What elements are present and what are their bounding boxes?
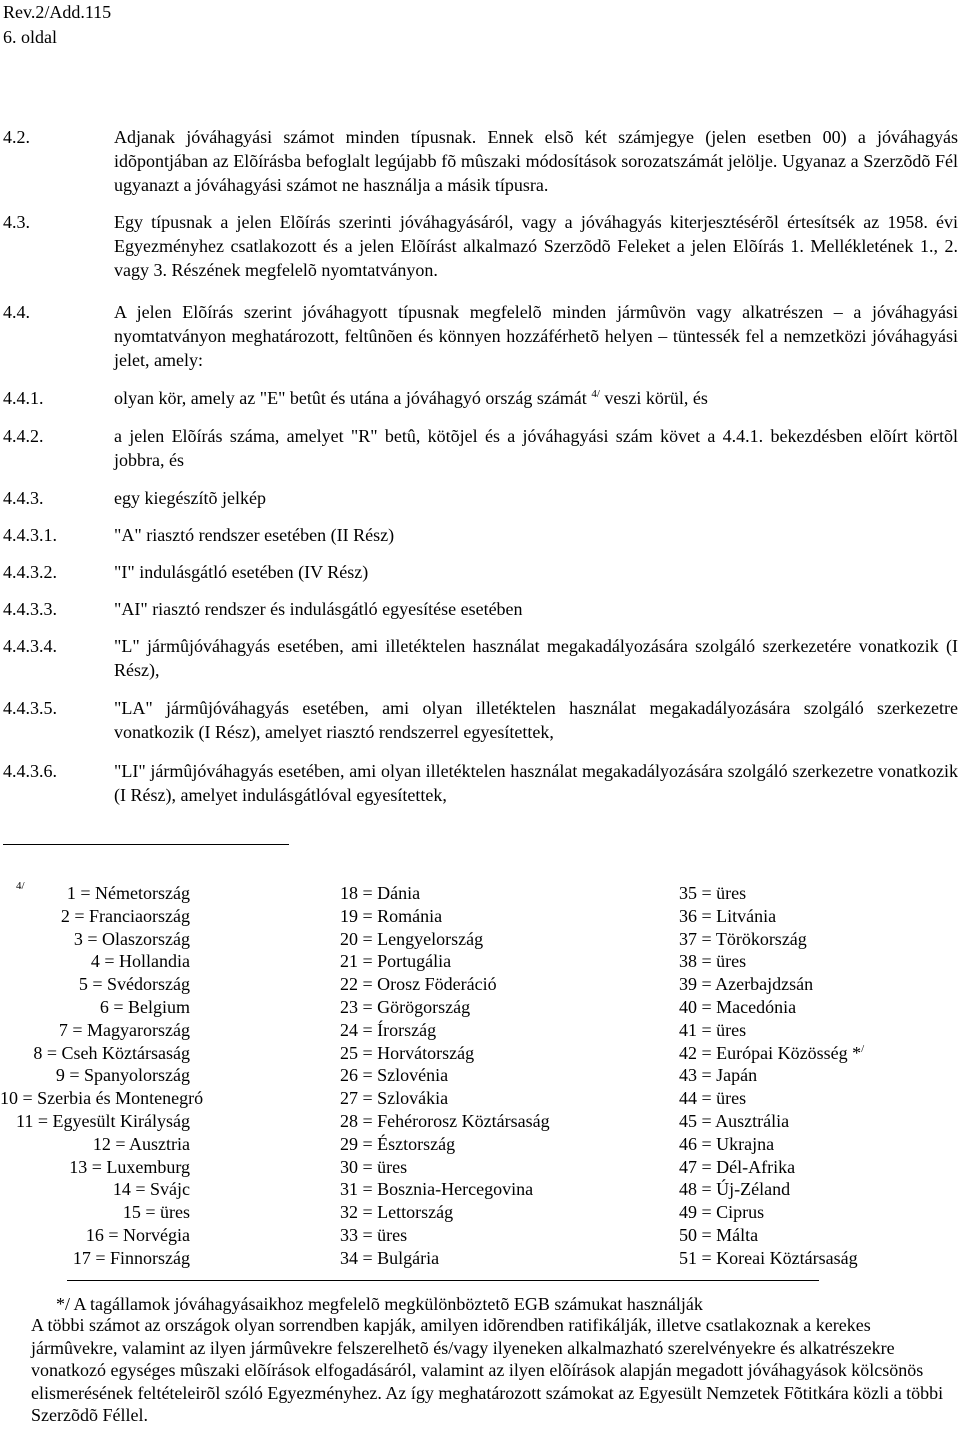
country-code-item bbox=[679, 1064, 864, 1087]
country-code-text: 6 = Belgium bbox=[99, 996, 190, 1017]
paragraph-4-4-1 bbox=[3, 386, 958, 410]
country-code-item bbox=[0, 1019, 190, 1042]
country-code-item bbox=[679, 996, 864, 1019]
country-code-item bbox=[340, 1133, 550, 1156]
country-code-item bbox=[340, 1156, 550, 1179]
country-code-text: 37 = Törökország bbox=[679, 928, 807, 949]
country-code-text: 10 = Szerbia és Montenegró bbox=[0, 1088, 204, 1109]
country-code-text: 29 = Észtország bbox=[340, 1133, 456, 1154]
paragraph-4-4-3-1 bbox=[3, 523, 958, 547]
country-code-text: 24 = Írország bbox=[340, 1019, 437, 1040]
country-code-text: 28 = Fehérorosz Köztársaság bbox=[340, 1110, 550, 1131]
paragraph-text: "LA" jármûjóváhagyás esetében, ami olyan illetéktelen használat megakadályozására szolgáló szerkezetre vonatkozik (I Rész), amelyet riasztó rendszerrel egyesítettek, bbox=[114, 698, 958, 742]
footnote-inner-separator bbox=[67, 1280, 819, 1281]
country-code-item bbox=[340, 905, 550, 928]
country-code-text: 8 = Cseh Köztársaság bbox=[33, 1042, 190, 1063]
country-code-text: 38 = üres bbox=[679, 951, 747, 972]
country-code-item bbox=[679, 1224, 864, 1247]
country-code-text: 40 = Macedónia bbox=[679, 996, 797, 1017]
paragraph-number: 4.4.2. bbox=[3, 426, 44, 446]
closing-paragraph: A többi számot az országok olyan sorrendben kapják, amilyen idõrendben ratifikálják, illetve csatlakoznak a kerekes jármûvekre, valamint az ilyen jármûvekre felszerelhetõ és/vagy ilyeneken alkalmazható szerelvényekre és alkatrészekre vonatkozó egységes mûszaki elõírások elfogadásáról, valamint az ilyen elõírások alapján megadott jóváhagyások kölcsönös elismerésének feltételeirõl szóló Egyezményhez. Az így meghatározott számokat az Egyesült Nemzetek Fõtitkára közli a többi Szerzõdõ Féllel. bbox=[31, 1315, 944, 1425]
country-code-text: 39 = Azerbajdzsán bbox=[679, 974, 814, 995]
country-code-text: 11 = Egyesült Királyság bbox=[16, 1110, 190, 1131]
paragraph-text: Egy típusnak a jelen Elõírás szerinti jóváhagyásáról, vagy a jóváhagyás kiterjesztésérõl értesítsék az 1958. évi Egyezményhez csatlakozott és a jelen Elõírást alkalmazó Szerzõdõ Feleket a jelen Elõírás 1. Mellékletének 1., 2. vagy 3. Részének megfelelõ nyomtatványon. bbox=[114, 212, 958, 280]
country-list-column-1 bbox=[0, 882, 204, 1270]
country-code-text: 22 = Orosz Föderáció bbox=[340, 974, 497, 995]
country-code-item bbox=[679, 1019, 864, 1042]
country-code-item bbox=[679, 928, 864, 951]
paragraph-text: "I" indulásgátló esetében (IV Rész) bbox=[114, 562, 369, 582]
page-number: 6. oldal bbox=[3, 27, 57, 47]
country-code-text: 18 = Dánia bbox=[340, 883, 421, 903]
country-code-text: 49 = Ciprus bbox=[679, 1202, 765, 1223]
country-code-item bbox=[340, 996, 550, 1019]
country-code-item bbox=[679, 882, 864, 905]
country-code-item bbox=[679, 905, 864, 928]
country-code-item bbox=[0, 1156, 190, 1179]
page-header bbox=[3, 0, 111, 50]
country-code-text: 14 = Svájc bbox=[112, 1179, 190, 1200]
paragraph-text: egy kiegészítõ jelkép bbox=[114, 488, 266, 508]
country-code-text: 3 = Olaszország bbox=[73, 928, 190, 949]
country-code-item bbox=[340, 882, 550, 905]
paragraph-number: 4.4.3.3. bbox=[3, 599, 57, 619]
paragraph-4-4-3-6 bbox=[3, 759, 958, 807]
country-code-text: 4 = Hollandia bbox=[90, 951, 190, 972]
paragraph-number: 4.4.3.5. bbox=[3, 698, 57, 718]
country-code-text: 34 = Bulgária bbox=[340, 1247, 440, 1268]
country-code-text: 25 = Horvátország bbox=[340, 1042, 475, 1063]
country-code-text: 23 = Görögország bbox=[340, 996, 471, 1017]
paragraph-number: 4.2. bbox=[3, 127, 30, 147]
country-code-text: 32 = Lettország bbox=[340, 1202, 454, 1223]
paragraph-4-4-3-4 bbox=[3, 634, 958, 682]
country-code-item bbox=[679, 950, 864, 973]
country-code-item bbox=[0, 1064, 190, 1087]
paragraph-number: 4.4.1. bbox=[3, 388, 44, 408]
country-code-item bbox=[340, 1110, 550, 1133]
country-code-item bbox=[340, 1247, 550, 1270]
country-list-column-3 bbox=[679, 882, 864, 1270]
country-code-item bbox=[0, 928, 190, 951]
paragraph-number: 4.4.3. bbox=[3, 488, 44, 508]
paragraph-4-4-3-5 bbox=[3, 696, 958, 744]
paragraph-number: 4.3. bbox=[3, 212, 30, 232]
paragraph-number: 4.4.3.4. bbox=[3, 636, 57, 656]
footnote-reference: / bbox=[861, 1042, 865, 1055]
country-code-text: 50 = Málta bbox=[679, 1224, 759, 1245]
country-code-item bbox=[679, 1247, 864, 1270]
country-code-item bbox=[340, 950, 550, 973]
footnote-separator bbox=[3, 844, 289, 845]
footnote-mark: 4/ bbox=[16, 880, 25, 892]
paragraph-4-4-3-3 bbox=[3, 597, 958, 621]
country-code-item bbox=[0, 905, 190, 928]
paragraph-number: 4.4. bbox=[3, 302, 30, 322]
paragraph-4-4-3 bbox=[3, 486, 958, 510]
paragraph-text: "AI" riasztó rendszer és indulásgátló egyesítése esetében bbox=[114, 599, 523, 619]
country-code-item bbox=[340, 1201, 550, 1224]
country-code-item bbox=[340, 973, 550, 996]
paragraph-text: A jelen Elõírás szerint jóváhagyott típusnak megfelelõ minden jármûvön vagy alkatrészen – a jóváhagyási nyomtatványon meghatározott, feltûnõen és könnyen hozzáférhetõ helyen – tüntessék fel a nemzetközi jóváhagyási jelet, amely: bbox=[114, 302, 958, 370]
paragraph-text: a jelen Elõírás száma, amelyet "R" betû, kötõjel és a jóváhagyási szám követ a 4.4.1. bekezdésben elõírt körtõl jobbra, és bbox=[114, 426, 958, 470]
country-code-text: 45 = Ausztrália bbox=[679, 1110, 790, 1131]
country-code-text: 44 = üres bbox=[679, 1088, 747, 1109]
paragraph-text: "L" jármûjóváhagyás esetében, ami illetéktelen használat megakadályozására szolgáló szerkezetére vonatkozik (I Rész), bbox=[114, 636, 958, 680]
country-code-text: 1 = Németország bbox=[66, 883, 190, 903]
country-code-item bbox=[340, 1019, 550, 1042]
country-code-text: 5 = Svédország bbox=[78, 974, 190, 995]
country-code-text: 26 = Szlovénia bbox=[340, 1065, 449, 1086]
paragraph-number: 4.4.3.1. bbox=[3, 525, 57, 545]
country-code-item bbox=[679, 1156, 864, 1179]
country-list-column-2 bbox=[340, 882, 550, 1270]
country-code-text: 46 = Ukrajna bbox=[679, 1133, 775, 1154]
country-code-text: 47 = Dél-Afrika bbox=[679, 1156, 796, 1177]
country-code-text: 42 = Európai Közösség * bbox=[679, 1042, 862, 1063]
country-code-text: 43 = Japán bbox=[679, 1065, 758, 1086]
country-code-text: 35 = üres bbox=[679, 883, 747, 903]
country-code-item bbox=[0, 1087, 204, 1110]
country-code-item bbox=[0, 950, 190, 973]
country-code-text: 20 = Lengyelország bbox=[340, 928, 484, 949]
country-code-text: 31 = Bosznia-Hercegovina bbox=[340, 1179, 534, 1200]
text-before-footnote: olyan kör, amely az "E" betût és utána a jóváhagyó ország számát bbox=[114, 388, 587, 408]
paragraph-4-4-2 bbox=[3, 424, 958, 472]
country-code-item bbox=[679, 1178, 864, 1201]
country-code-text: 27 = Szlovákia bbox=[340, 1088, 449, 1109]
document-reference: Rev.2/Add.115 bbox=[3, 2, 112, 22]
country-code-item bbox=[0, 973, 190, 996]
country-code-text: 41 = üres bbox=[679, 1019, 747, 1040]
country-code-item bbox=[340, 1042, 550, 1065]
country-code-text: 36 = Litvánia bbox=[679, 905, 777, 926]
country-code-text: 13 = Luxemburg bbox=[69, 1156, 190, 1177]
star-footnote: */ A tagállamok jóváhagyásaikhoz megfelelõ megkülönböztetõ EGB számukat használják bbox=[56, 1294, 703, 1314]
footnote-reference: 4/ bbox=[591, 388, 600, 400]
country-code-item bbox=[340, 1087, 550, 1110]
country-code-item bbox=[0, 996, 190, 1019]
paragraph-text bbox=[114, 386, 958, 410]
paragraph-4-4-3-2 bbox=[3, 560, 958, 584]
paragraph-text: Adjanak jóváhagyási számot minden típusnak. Ennek elsõ két számjegye (jelen esetben 00) a jóváhagyás idõpontjában az Elõírásba befoglalt legújabb fõ mûszaki módosítások sorozatszámát jelölje. Ugyanaz a Szerzõdõ Fél ugyanazt a jóváhagyási számot ne használja a másik típusra. bbox=[114, 127, 958, 195]
country-code-item bbox=[0, 882, 190, 905]
country-code-item bbox=[0, 1247, 190, 1270]
paragraph-text: "A" riasztó rendszer esetében (II Rész) bbox=[114, 525, 395, 545]
paragraph-4-4 bbox=[3, 300, 958, 372]
country-code-text: 48 = Új-Zéland bbox=[679, 1179, 791, 1200]
country-code-text: 21 = Portugália bbox=[340, 951, 452, 972]
country-code-item bbox=[0, 1110, 190, 1133]
country-code-text: 51 = Koreai Köztársaság bbox=[679, 1247, 858, 1268]
country-code-text: 12 = Ausztria bbox=[92, 1133, 190, 1154]
paragraph-4-3 bbox=[3, 210, 958, 282]
country-code-item bbox=[679, 973, 864, 996]
country-code-item bbox=[0, 1042, 190, 1065]
country-code-text: 16 = Norvégia bbox=[85, 1224, 190, 1245]
country-code-item bbox=[679, 1133, 864, 1156]
country-code-text: 9 = Spanyolország bbox=[55, 1065, 190, 1086]
text-after-footnote: veszi körül, és bbox=[604, 388, 708, 408]
paragraph-4-2 bbox=[3, 125, 958, 197]
paragraph-number: 4.4.3.6. bbox=[3, 761, 57, 781]
country-code-item bbox=[679, 1087, 864, 1110]
country-code-item bbox=[0, 1178, 190, 1201]
country-code-item bbox=[0, 1201, 190, 1224]
country-code-item bbox=[679, 1110, 864, 1133]
country-code-text: 33 = üres bbox=[340, 1224, 408, 1245]
country-code-item bbox=[340, 1178, 550, 1201]
country-code-item bbox=[0, 1224, 190, 1247]
country-code-item bbox=[340, 1064, 550, 1087]
paragraph-text: "LI" jármûjóváhagyás esetében, ami olyan illetéktelen használat megakadályozására szolgáló szerkezetre vonatkozik (I Rész), amelyet indulásgátlóval egyesítettek, bbox=[114, 761, 958, 805]
country-code-item bbox=[0, 1133, 190, 1156]
country-code-text: 30 = üres bbox=[340, 1156, 408, 1177]
country-code-text: 15 = üres bbox=[122, 1202, 190, 1223]
country-code-item bbox=[679, 1201, 864, 1224]
country-code-text: 2 = Franciaország bbox=[60, 905, 190, 926]
country-code-text: 17 = Finnország bbox=[72, 1247, 190, 1268]
country-code-text: 19 = Románia bbox=[340, 905, 443, 926]
paragraph-number: 4.4.3.2. bbox=[3, 562, 57, 582]
country-code-text: 7 = Magyarország bbox=[58, 1019, 190, 1040]
country-code-item bbox=[679, 1042, 864, 1065]
country-code-item bbox=[340, 1224, 550, 1247]
country-code-item bbox=[340, 928, 550, 951]
